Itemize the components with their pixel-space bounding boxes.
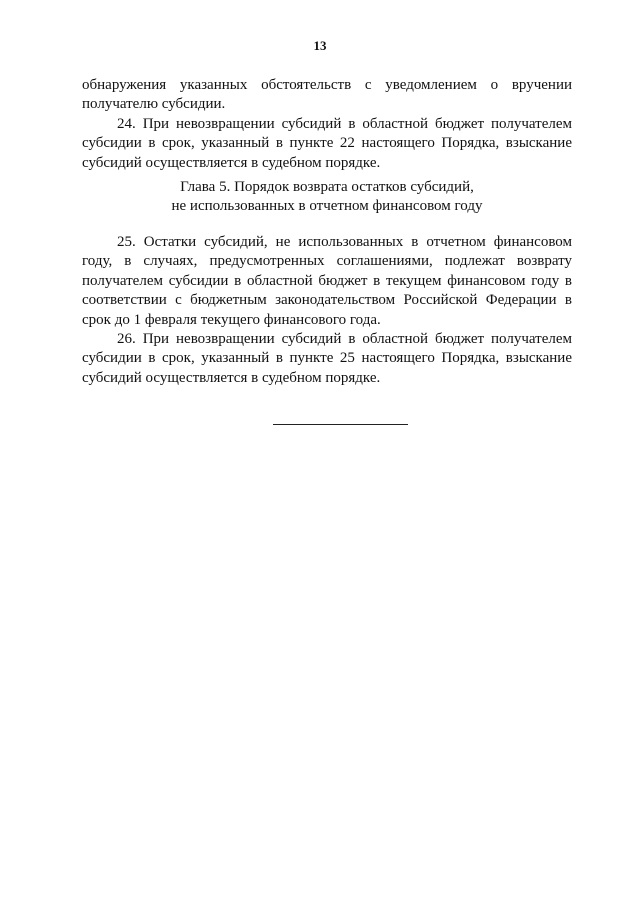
text-block-top: [82, 76, 572, 173]
chapter-heading-line-2: не использованных в отчетном финансовом году: [171, 198, 483, 215]
text-block-bottom: [82, 233, 572, 388]
end-separator-line: [273, 424, 408, 425]
chapter-heading: [82, 178, 572, 217]
paragraph-24: 24. При невозвращении субсидий в областной бюджет получателем субсидии в срок, указанный в пункте 22 настоящего Порядка, взыскание субсидий осуществляется в судебном порядке.: [82, 115, 572, 171]
page-number: 13: [313, 38, 327, 53]
chapter-heading-line-1: Глава 5. Порядок возврата остатков субсидий,: [180, 179, 474, 195]
paragraph-25: 25. Остатки субсидий, не использованных в отчетном финансовом году, в случаях, предусмотренных соглашениями, подлежат возврату получателем субсидии в областной бюджет в текущем финансовом году в соответствии с бюджетным законодательством Российской Федерации в срок до 1 февраля текущего финансового года.: [82, 234, 572, 328]
paragraph-continuation: обнаружения указанных обстоятельств с уведомлением о вручении получателю субсидии.: [82, 77, 572, 113]
paragraph-26: 26. При невозвращении субсидий в областной бюджет получателем субсидии в срок, указанный в пункте 25 настоящего Порядка, взыскание субсидий осуществляется в судебном порядке.: [82, 331, 572, 386]
